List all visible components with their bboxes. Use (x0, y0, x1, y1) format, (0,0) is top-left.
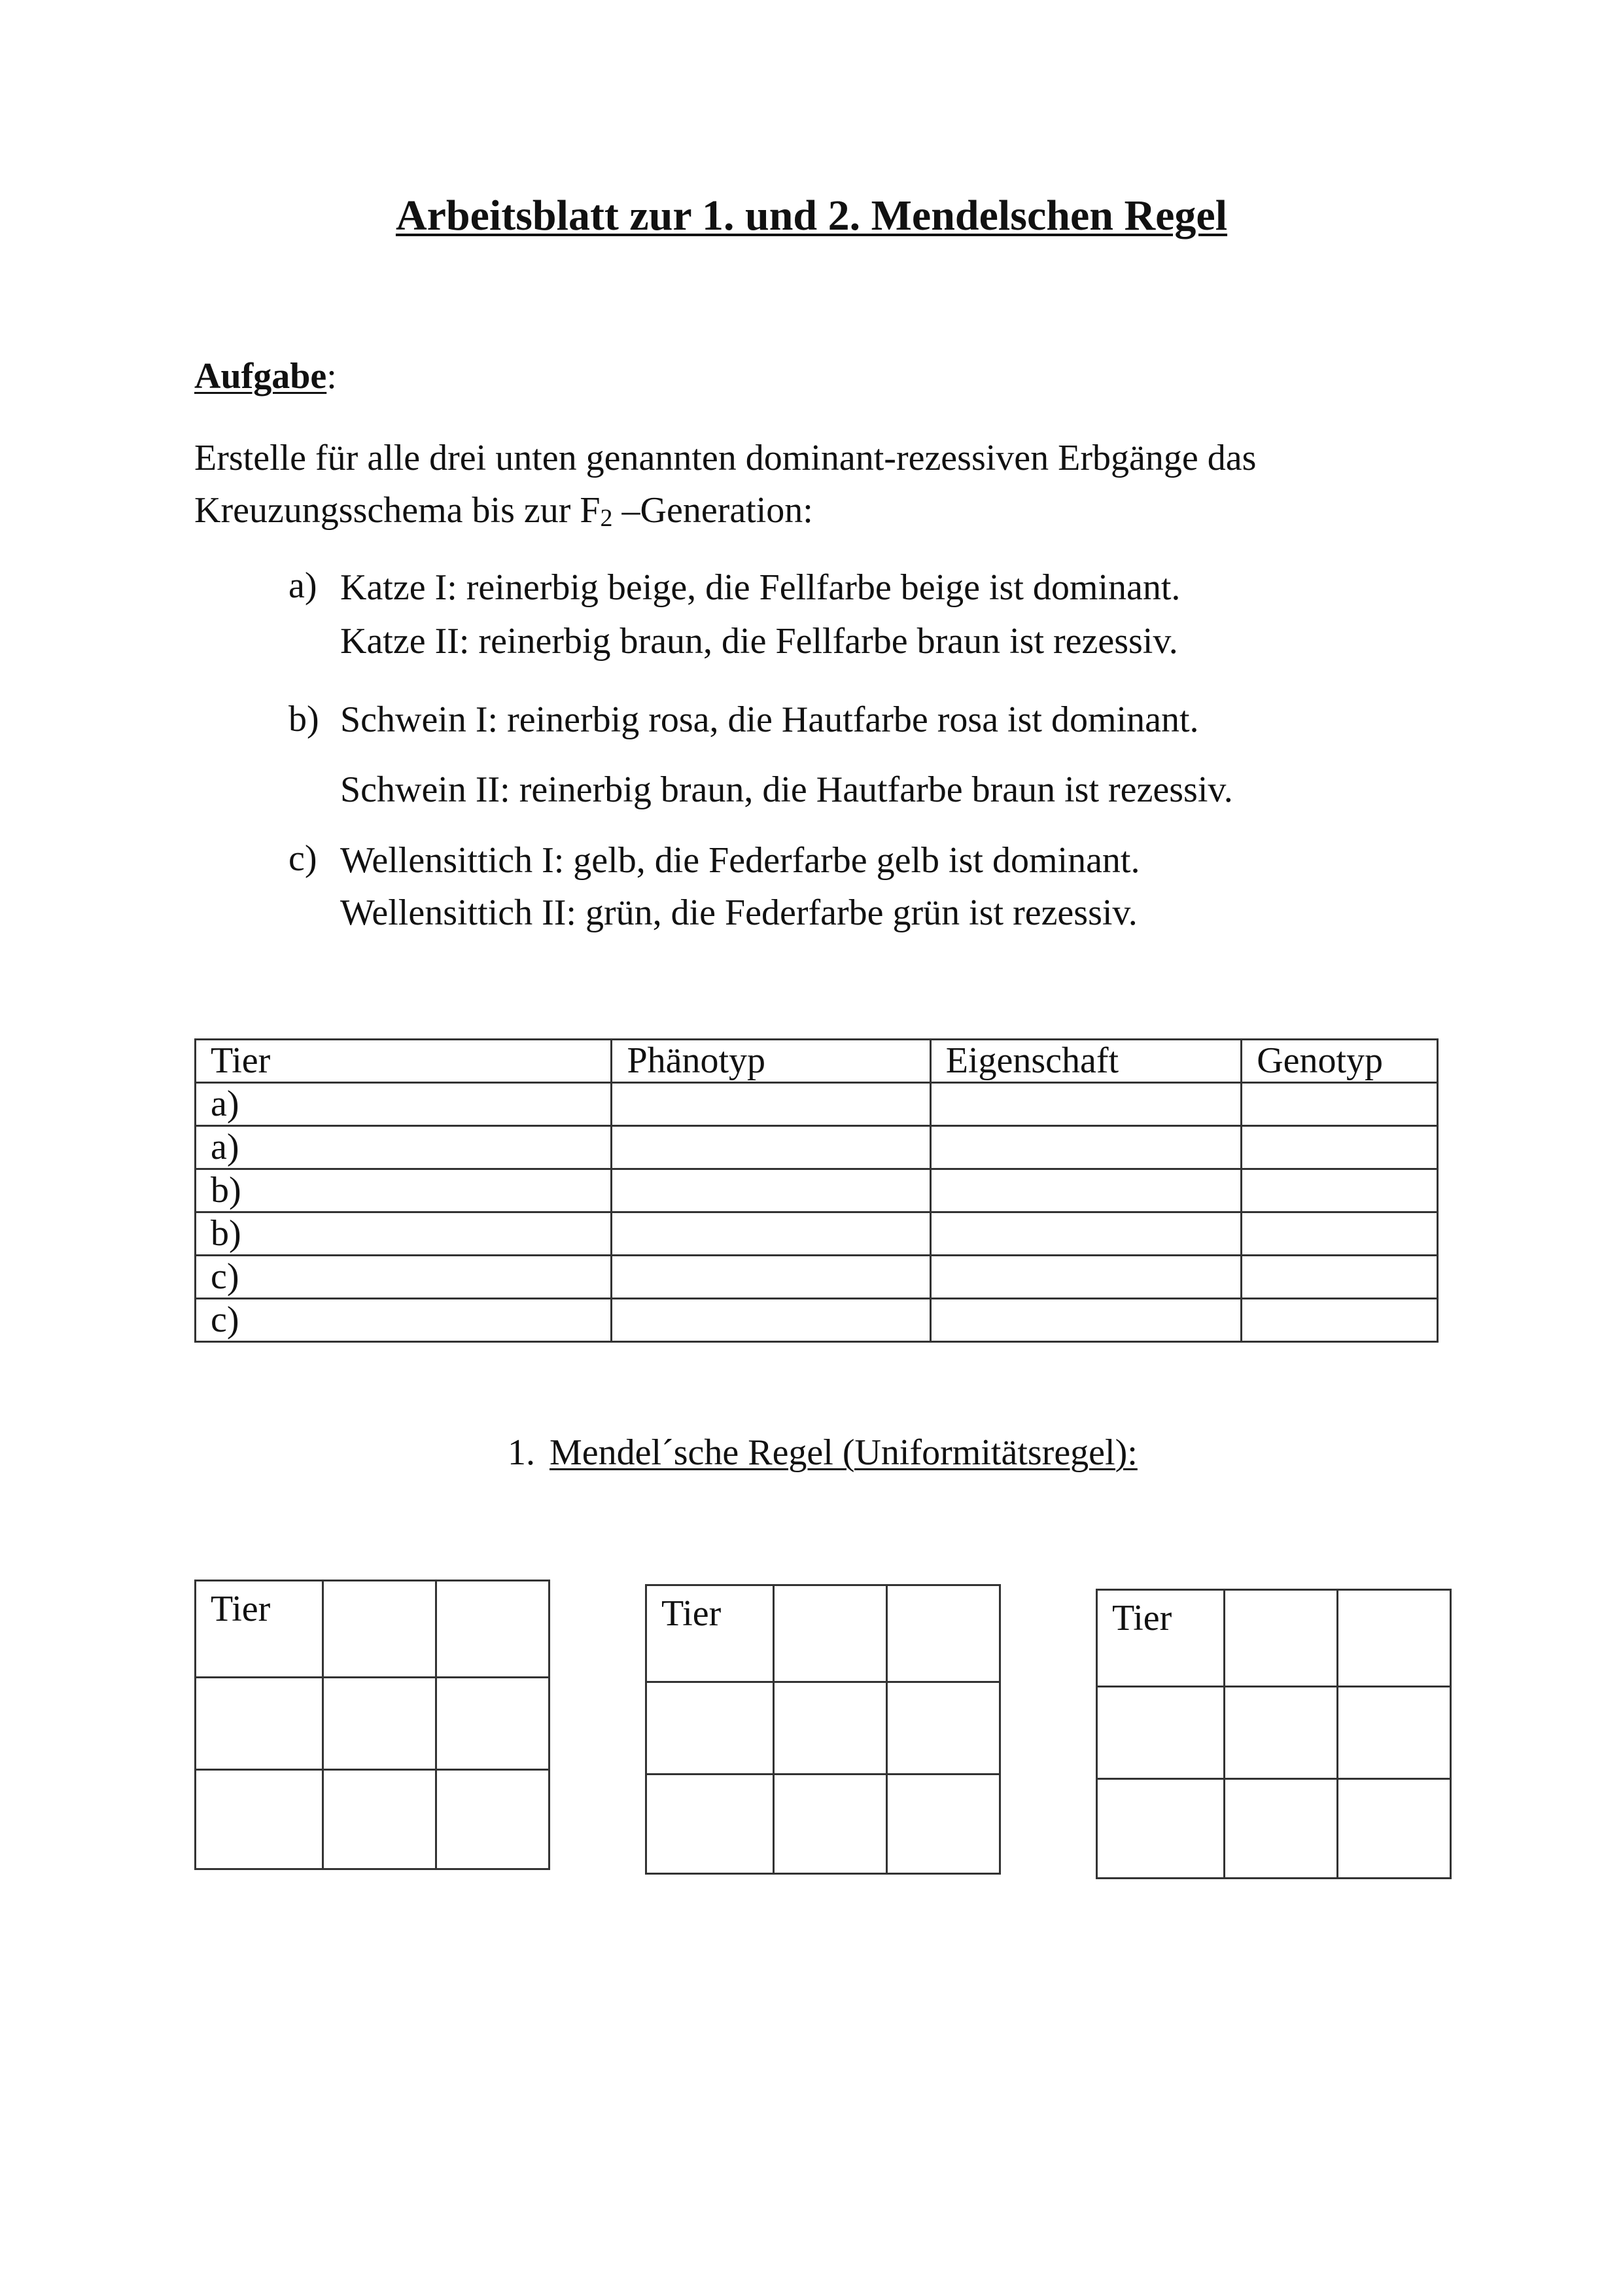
genotyp-cell[interactable] (1242, 1169, 1438, 1212)
grid-cell[interactable] (323, 1678, 436, 1770)
item-b-line1: Schwein I: reinerbig rosa, die Hautfarbe rosa ist dominant. (340, 699, 1199, 740)
punnett-grid-1 (194, 1580, 550, 1870)
genotyp-cell[interactable] (1242, 1083, 1438, 1126)
intro-line2-subscript: 2 (600, 504, 613, 532)
punnett-grid-2 (645, 1584, 1001, 1875)
intro-line2-post: –Generation: (612, 490, 813, 531)
grid-corner-label: Tier (1097, 1590, 1225, 1687)
grid-cell[interactable] (436, 1770, 550, 1869)
rule1-number: 1. (508, 1432, 535, 1473)
eigenschaft-cell[interactable] (930, 1083, 1241, 1126)
item-b-marker: b) (288, 699, 319, 739)
grid-corner-label: Tier (196, 1581, 323, 1678)
row-label: b) (196, 1212, 612, 1256)
grid-cell[interactable] (323, 1581, 436, 1678)
grid-cell[interactable] (774, 1682, 887, 1775)
rule1-label: Mendel´sche Regel (Uniformitätsregel): (550, 1432, 1138, 1473)
genotyp-cell[interactable] (1242, 1299, 1438, 1342)
grid-cell[interactable] (323, 1770, 436, 1869)
task-heading-label: Aufgabe (194, 356, 327, 397)
grid-cell[interactable] (196, 1678, 323, 1770)
genotyp-cell[interactable] (1242, 1212, 1438, 1256)
table-row (196, 1256, 1438, 1299)
grid-cell[interactable] (1097, 1779, 1225, 1879)
grid-cell[interactable] (1338, 1687, 1451, 1779)
eigenschaft-cell[interactable] (930, 1299, 1241, 1342)
grid-cell[interactable] (1225, 1779, 1338, 1879)
item-a-line1: Katze I: reinerbig beige, die Fellfarbe beige ist dominant. (340, 567, 1181, 608)
genotyp-cell[interactable] (1242, 1126, 1438, 1169)
item-c-marker: c) (288, 838, 317, 879)
rule1-heading (508, 1432, 1138, 1474)
phaenotyp-cell[interactable] (612, 1212, 930, 1256)
item-c-line2: Wellensittich II: grün, die Federfarbe grün ist rezessiv. (340, 892, 1138, 933)
item-b-line2: Schwein II: reinerbig braun, die Hautfarbe braun ist rezessiv. (340, 769, 1233, 810)
task-heading (194, 355, 337, 397)
grid-cell[interactable] (887, 1682, 1000, 1775)
table-header-row (196, 1040, 1438, 1083)
phaenotyp-cell[interactable] (612, 1083, 930, 1126)
eigenschaft-cell[interactable] (930, 1126, 1241, 1169)
intro-line2-pre: Kreuzungsschema bis zur F (194, 490, 601, 531)
row-label: b) (196, 1169, 612, 1212)
item-c-line1: Wellensittich I: gelb, die Federfarbe gelb ist dominant. (340, 840, 1140, 881)
grid-cell[interactable] (1338, 1590, 1451, 1687)
grid-corner-label: Tier (646, 1585, 774, 1682)
punnett-grid-3 (1096, 1589, 1452, 1879)
grid-cell[interactable] (646, 1682, 774, 1775)
genotyp-cell[interactable] (1242, 1256, 1438, 1299)
task-intro-line1: Erstelle für alle drei unten genannten dominant-rezessiven Erbgänge das (194, 438, 1257, 478)
task-intro-line2 (194, 484, 1256, 537)
grid-cell[interactable] (436, 1581, 550, 1678)
properties-table (194, 1038, 1439, 1343)
grid-cell[interactable] (887, 1585, 1000, 1682)
grid-cell[interactable] (1225, 1687, 1338, 1779)
eigenschaft-cell[interactable] (930, 1256, 1241, 1299)
grid-cell[interactable] (646, 1775, 774, 1874)
row-label: c) (196, 1299, 612, 1342)
grid-cell[interactable] (887, 1775, 1000, 1874)
phaenotyp-cell[interactable] (612, 1299, 930, 1342)
page-title: Arbeitsblatt zur 1. und 2. Mendelschen Regel (395, 192, 1228, 239)
grid-cell[interactable] (1097, 1687, 1225, 1779)
item-a-marker: a) (288, 565, 317, 606)
grid-cell[interactable] (1338, 1779, 1451, 1879)
phaenotyp-cell[interactable] (612, 1126, 930, 1169)
grid-cell[interactable] (774, 1775, 887, 1874)
item-a-line2: Katze II: reinerbig braun, die Fellfarbe braun ist rezessiv. (340, 621, 1178, 662)
table-row (196, 1169, 1438, 1212)
eigenschaft-cell[interactable] (930, 1169, 1241, 1212)
grid-cell[interactable] (196, 1770, 323, 1869)
task-intro (194, 432, 1256, 537)
header-genotyp: Genotyp (1242, 1040, 1438, 1083)
table-row (196, 1083, 1438, 1126)
table-row (196, 1299, 1438, 1342)
phaenotyp-cell[interactable] (612, 1256, 930, 1299)
eigenschaft-cell[interactable] (930, 1212, 1241, 1256)
row-label: a) (196, 1126, 612, 1169)
header-eigenschaft: Eigenschaft (930, 1040, 1241, 1083)
table-row (196, 1212, 1438, 1256)
task-heading-colon: : (326, 356, 337, 397)
phaenotyp-cell[interactable] (612, 1169, 930, 1212)
grid-cell[interactable] (436, 1678, 550, 1770)
table-row (196, 1126, 1438, 1169)
grid-cell[interactable] (1225, 1590, 1338, 1687)
row-label: c) (196, 1256, 612, 1299)
grid-cell[interactable] (774, 1585, 887, 1682)
header-tier: Tier (196, 1040, 612, 1083)
header-phaenotyp: Phänotyp (612, 1040, 930, 1083)
row-label: a) (196, 1083, 612, 1126)
